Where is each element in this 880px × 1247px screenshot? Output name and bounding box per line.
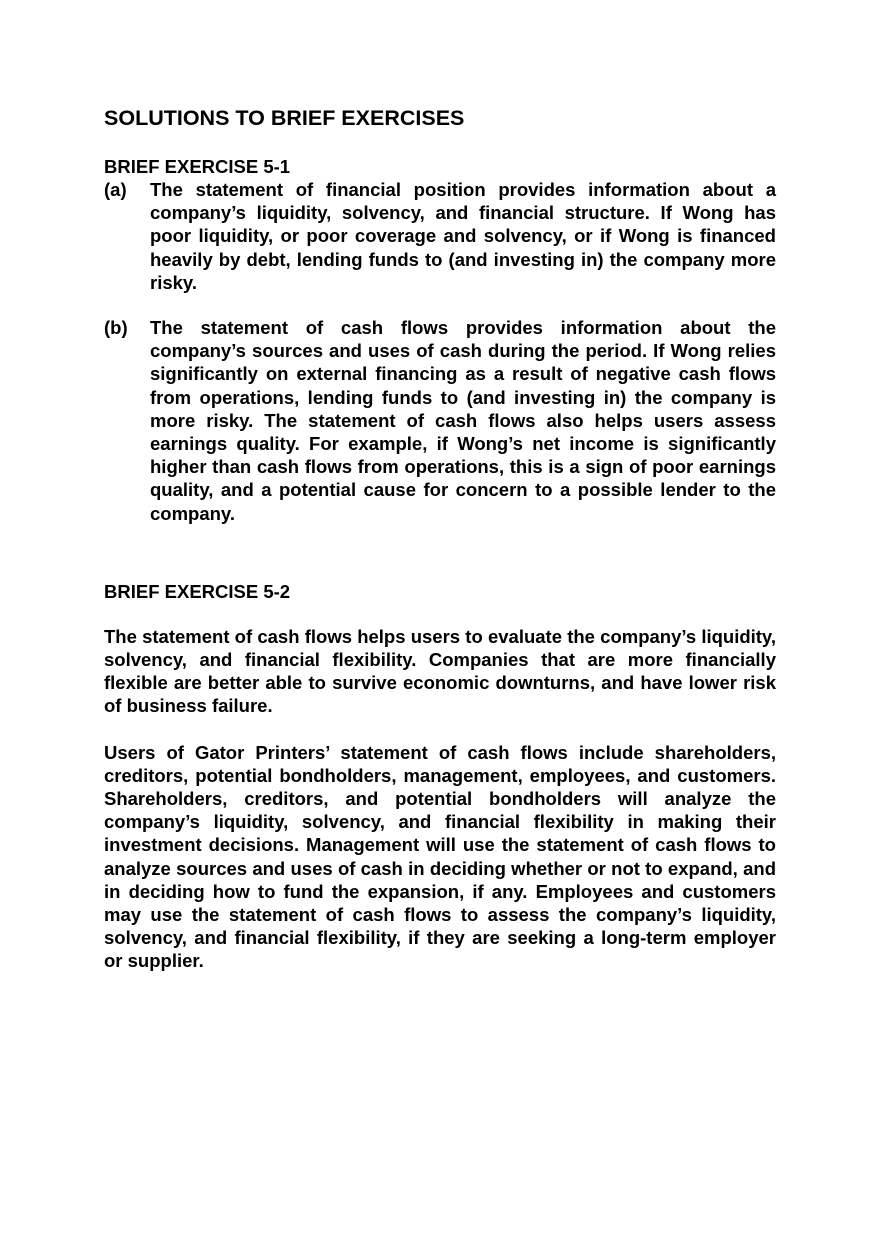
answer-item-b xyxy=(104,316,776,525)
item-text-b: The statement of cash flows provides information about the company’s sources and uses of cash during the period. If Wong relies significantly on external financing as a result of negative cash flows from operations, lending funds to (and investing in) the company is more risky. The statement of cash flows also helps users assess earnings quality. For example, if Wong’s net income is significantly higher than cash flows from operations, this is a sign of poor earnings quality, and a potential cause for concern to a possible lender to the company. xyxy=(150,317,776,524)
item-text-a: The statement of financial position provides information about a company’s liquidity, solvency, and financial structure. If Wong has poor liquidity, or poor coverage and solvency, or if Wong is financed heavily by debt, lending funds to (and investing in) the company more risky. xyxy=(150,179,776,293)
paragraph-1: The statement of cash flows helps users to evaluate the company’s liquidity, solvency, and financial flexibility. Companies that are more financially flexible are better able to survive economic downturns, and have lower risk of business failure. xyxy=(104,625,776,717)
item-label-a: (a) xyxy=(104,179,127,200)
answer-item-a xyxy=(104,178,776,294)
paragraph-2: Users of Gator Printers’ statement of cash flows include shareholders, creditors, potential bondholders, management, employees, and customers. Shareholders, creditors, and potential bondholders will analyze the company’s liquidity, solvency, and financial flexibility in making their investment decisions. Management will use the statement of cash flows to analyze sources and uses of cash in deciding whether or not to expand, and in deciding how to fund the expansion, if any. Employees and customers may use the statement of cash flows to assess the company’s liquidity, solvency, and financial flexibility, if they are seeking a long-term employer or supplier. xyxy=(104,741,776,972)
item-label-b: (b) xyxy=(104,317,128,339)
exercise-heading-5-2: BRIEF EXERCISE 5-2 xyxy=(104,580,291,602)
document-page xyxy=(104,104,776,973)
page-title: SOLUTIONS TO BRIEF EXERCISES xyxy=(104,106,465,130)
exercise-heading-5-1: BRIEF EXERCISE 5-1 xyxy=(104,156,291,177)
